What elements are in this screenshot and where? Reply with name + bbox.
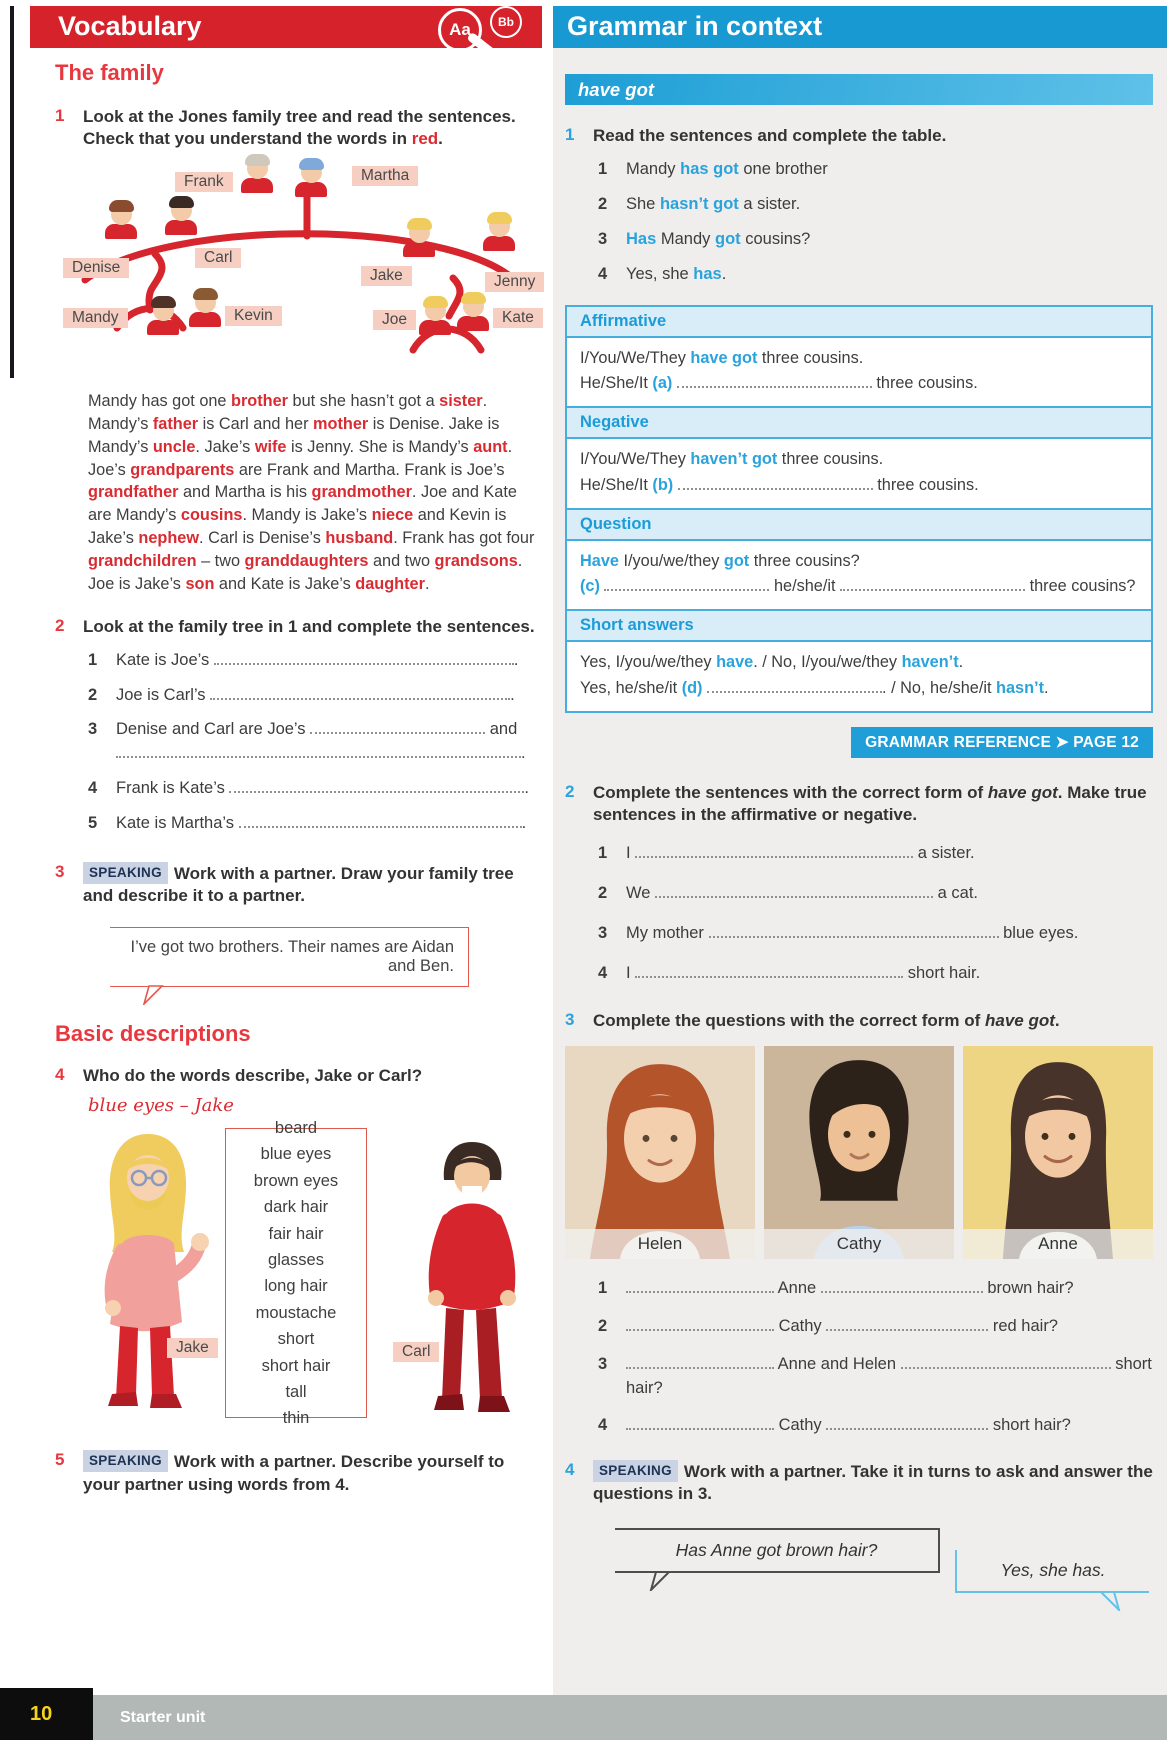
table-body-negative <box>567 437 1151 508</box>
avatar-denise <box>105 204 137 239</box>
avatar-mandy <box>147 300 179 335</box>
word: thin <box>282 1409 310 1428</box>
question-item <box>598 1315 1153 1339</box>
exercise-instruction <box>83 862 542 907</box>
table-body-short-answers <box>567 640 1151 711</box>
tree-label-kevin: Kevin <box>225 306 282 326</box>
item-text: I short hair. <box>626 963 981 982</box>
item-number: 4 <box>598 963 608 982</box>
item-number: 4 <box>88 779 98 798</box>
item-text: Kate is Joe’s . <box>116 650 519 669</box>
table-header-short-answers: Short answers <box>567 609 1151 640</box>
sentence-item <box>598 158 1153 182</box>
fill-in-item <box>598 842 1153 866</box>
item-text: Mandy has got one brother <box>626 160 828 179</box>
jake-illustration <box>73 1126 223 1426</box>
item-text: She hasn’t got a sister. <box>626 195 801 214</box>
fill-in-item <box>88 649 542 673</box>
word: dark hair <box>263 1198 329 1217</box>
table-row-text: He/She/It (a) three cousins. <box>580 374 978 393</box>
item-number: 2 <box>598 883 608 902</box>
exercise-instruction: Complete the sentences with the correct form of have got. Make true sentences in the affirmative or negative. <box>593 782 1147 824</box>
word: beard <box>274 1119 318 1138</box>
sentence-item <box>598 263 1153 287</box>
photo-anne <box>963 1046 1153 1259</box>
exercise-number: 2 <box>565 781 575 801</box>
carl-illustration <box>397 1136 547 1436</box>
photo-name-label: Helen <box>565 1229 755 1259</box>
table-row-text: I/You/We/They haven’t got three cousins. <box>580 450 884 469</box>
section-title-basic-descriptions: Basic descriptions <box>55 1021 251 1047</box>
grammar-title: Grammar in context <box>567 11 823 41</box>
question-item <box>598 1414 1153 1438</box>
word: short <box>277 1330 315 1349</box>
have-got-title-bar: have got <box>565 74 1153 105</box>
fill-in-item <box>598 922 1153 946</box>
page-binding-edge <box>10 6 14 378</box>
word: tall <box>285 1382 307 1401</box>
grammar-exercise-4 <box>565 1460 1153 1505</box>
vocab-exercise-2 <box>55 616 542 638</box>
tree-label-joe: Joe <box>373 310 416 330</box>
photo-name-label: Anne <box>963 1229 1153 1259</box>
vocab-exercise-1 <box>55 106 542 150</box>
word: short hair <box>261 1356 331 1375</box>
exercise-number: 3 <box>565 1009 575 1029</box>
item-number: 1 <box>598 160 608 179</box>
vocabulary-column <box>55 60 542 1496</box>
exercise-instruction: Complete the questions with the correct form of have got. <box>593 1010 1060 1030</box>
grammar-column <box>565 60 1153 1634</box>
table-row-text: Yes, I/you/we/they have. / No, I/you/we/they haven’t. <box>580 653 964 672</box>
exercise-number: 4 <box>55 1065 65 1085</box>
item-number: 4 <box>598 264 608 283</box>
page-number: 10 <box>30 1703 53 1725</box>
aa-icon-label: Aa <box>449 20 471 39</box>
grammar-header-bar <box>553 6 1167 48</box>
example-answer: blue eyes – Jake <box>88 1095 234 1117</box>
grammar-exercise-2 <box>565 782 1153 826</box>
aa-magnifier-icon <box>438 8 482 52</box>
page-number-box <box>0 1688 93 1740</box>
question-item <box>598 1277 1153 1301</box>
fill-in-item <box>88 684 542 708</box>
tree-label-mandy: Mandy <box>63 308 128 328</box>
bubble-tail <box>1095 1591 1125 1611</box>
footer-unit-label: Starter unit <box>120 1709 206 1726</box>
fill-in-item <box>598 962 1153 986</box>
item-number: 2 <box>598 1316 608 1335</box>
exercise-instruction <box>83 1450 542 1495</box>
exercise-instruction: Who do the words describe, Jake or Carl? <box>83 1066 423 1086</box>
bubble-text: Yes, she has. <box>1000 1559 1106 1580</box>
table-header-affirmative: Affirmative <box>567 307 1151 336</box>
tree-label-martha: Martha <box>352 166 418 186</box>
word: glasses <box>268 1251 324 1270</box>
bubble-text: Has Anne got brown hair? <box>675 1539 878 1560</box>
item-number: 1 <box>598 1278 608 1297</box>
item-number: 2 <box>88 685 98 704</box>
fill-in-item <box>598 882 1153 906</box>
avatar-kevin <box>189 292 221 327</box>
helen-portrait <box>565 1046 755 1259</box>
tree-label-carl: Carl <box>195 248 241 268</box>
sentence-item <box>598 193 1153 217</box>
item-text: My mother blue eyes. <box>626 923 1079 942</box>
item-text: I a sister. <box>626 843 975 862</box>
avatar-joe <box>419 300 451 335</box>
exercise-instruction <box>593 1460 1153 1505</box>
fill-in-item <box>88 718 542 766</box>
item-number: 5 <box>88 814 98 833</box>
vocab-exercise-5 <box>55 1450 542 1495</box>
footer-bar <box>0 1695 1167 1740</box>
table-header-negative: Negative <box>567 406 1151 437</box>
item-number: 3 <box>598 1354 608 1373</box>
vocabulary-title: Vocabulary <box>58 11 202 41</box>
exercise-number: 1 <box>55 106 65 125</box>
tree-label-jake: Jake <box>361 266 412 286</box>
table-row-text: Yes, he/she/it (d) . / No, he/she/it hasn’t. <box>580 678 1049 697</box>
exercise-instruction: Look at the family tree in 1 and complete the sentences. <box>83 616 535 636</box>
avatar-jake <box>403 222 435 257</box>
vocab-exercise-3 <box>55 862 542 907</box>
grammar-exercise-3 <box>565 1010 1153 1032</box>
item-number: 1 <box>598 843 608 862</box>
photo-row <box>565 1046 1153 1259</box>
speaking-badge: SPEAKING <box>83 862 168 884</box>
photo-cathy <box>764 1046 954 1259</box>
fill-in-item <box>88 777 542 801</box>
exercise-number: 2 <box>55 615 65 635</box>
grammar-exercise-1 <box>565 125 1153 147</box>
family-paragraph: Mandy has got one brother but she hasn’t got a sister. Mandy’s father is Carl and her mother is Denise. Jake is Mandy’s uncle. Jake’s wife is Jenny. She is Mandy’s aunt. Joe’s grandparents are Frank and Martha. Frank is Joe’s grandfather and Martha is his grandmother. Joe and Kate are Mandy’s cousins. Mandy is Jake’s niece and Kevin is Jake’s nephew. Carl is Denise’s husband. Frank has got four grandchildren – two granddaughters and two grandsons. Joe is Jake’s son and Kate is Jake’s daughter. <box>88 392 535 593</box>
item-text: Yes, she has. <box>626 264 727 283</box>
instruction-text: Work with a partner. Take it in turns to ask and answer the questions in 3. <box>593 1462 1153 1504</box>
item-number: 2 <box>598 195 608 214</box>
word: moustache <box>255 1303 337 1322</box>
item-text: Has Mandy got cousins? <box>626 229 811 248</box>
question-speech-bubble <box>615 1528 940 1573</box>
question-item <box>598 1353 1153 1401</box>
jake-carl-figures <box>55 1119 542 1438</box>
vocabulary-header-bar <box>30 6 542 48</box>
speaking-badge: SPEAKING <box>83 1450 168 1472</box>
avatar-martha <box>295 162 327 197</box>
exercise-instruction: Read the sentences and complete the table. <box>593 126 947 145</box>
answer-speech-bubble <box>955 1550 1149 1593</box>
item-text: Anne and Helen short hair? <box>626 1354 1152 1397</box>
item-number: 1 <box>88 650 98 669</box>
cathy-portrait <box>764 1046 954 1259</box>
figure-label-jake: Jake <box>167 1338 218 1358</box>
photo-name-label: Cathy <box>764 1229 954 1259</box>
tree-label-jenny: Jenny <box>485 272 544 292</box>
description-word-list <box>225 1119 367 1428</box>
section-title-family: The family <box>55 60 164 85</box>
word: fair hair <box>268 1224 324 1243</box>
tree-label-denise: Denise <box>63 258 129 278</box>
item-text: Kate is Martha’s . <box>116 814 527 833</box>
exercise-instruction: Look at the Jones family tree and read the sentences. Check that you understand the words in red. <box>83 107 516 149</box>
item-text: Cathy red hair? <box>626 1315 1153 1339</box>
have-got-grammar-table <box>565 305 1153 713</box>
item-text: Anne brown hair? <box>626 1277 1153 1301</box>
photo-helen <box>565 1046 755 1259</box>
vocab-exercise-4 <box>55 1065 542 1087</box>
tree-label-frank: Frank <box>175 172 233 192</box>
word: brown eyes <box>253 1171 339 1190</box>
tree-label-kate: Kate <box>493 308 543 328</box>
bubble-text: I’ve got two brothers. Their names are Aidan and Ben. <box>130 938 454 976</box>
speaking-badge: SPEAKING <box>593 1460 678 1482</box>
bubble-tail <box>645 1571 675 1591</box>
item-text: Cathy short hair? <box>626 1414 1153 1438</box>
figure-label-carl: Carl <box>393 1342 439 1362</box>
item-number: 3 <box>598 229 608 248</box>
sentence-item <box>598 228 1153 252</box>
dialogue-bubbles <box>565 1522 1153 1634</box>
instruction-text: Work with a partner. Draw your family tree and describe it to a partner. <box>83 864 514 906</box>
speech-bubble-family <box>110 927 469 987</box>
table-row-text: I/You/We/They have got three cousins. <box>580 348 864 367</box>
table-body-affirmative <box>567 336 1151 407</box>
exercise-number: 4 <box>565 1460 575 1480</box>
item-number: 3 <box>88 720 98 739</box>
item-text: Joe is Carl’s . <box>116 685 515 704</box>
avatar-jenny <box>483 216 515 251</box>
bb-icon-label: Bb <box>498 15 514 29</box>
avatar-frank <box>241 158 273 193</box>
item-text: We a cat. <box>626 883 978 902</box>
exercise-number: 5 <box>55 1450 65 1470</box>
grammar-reference-banner: GRAMMAR REFERENCE ➤ PAGE 12 <box>851 727 1153 758</box>
anne-portrait <box>963 1046 1153 1259</box>
table-row-text: (c) he/she/it three cousins? <box>580 577 1136 596</box>
family-tree <box>55 158 542 380</box>
table-header-question: Question <box>567 508 1151 539</box>
exercise-number: 3 <box>55 862 65 882</box>
table-row-text: He/She/It (b) three cousins. <box>580 475 979 494</box>
item-number: 3 <box>598 923 608 942</box>
item-text: Denise and Carl are Joe’s and . <box>116 720 526 763</box>
table-body-question <box>567 539 1151 610</box>
instruction-text: Work with a partner. Describe yourself to your partner using words from 4. <box>83 1452 505 1494</box>
avatar-kate <box>457 296 489 331</box>
table-row-text: Have I/you/we/they got three cousins? <box>580 551 860 570</box>
item-number: 4 <box>598 1416 608 1435</box>
fill-in-item <box>88 812 542 836</box>
item-text: Frank is Kate’s . <box>116 779 529 798</box>
bb-magnifier-icon <box>490 6 522 38</box>
exercise-number: 1 <box>565 125 575 144</box>
avatar-carl <box>165 200 197 235</box>
word: blue eyes <box>260 1145 332 1164</box>
bubble-tail <box>138 985 168 1005</box>
word: long hair <box>264 1277 328 1296</box>
